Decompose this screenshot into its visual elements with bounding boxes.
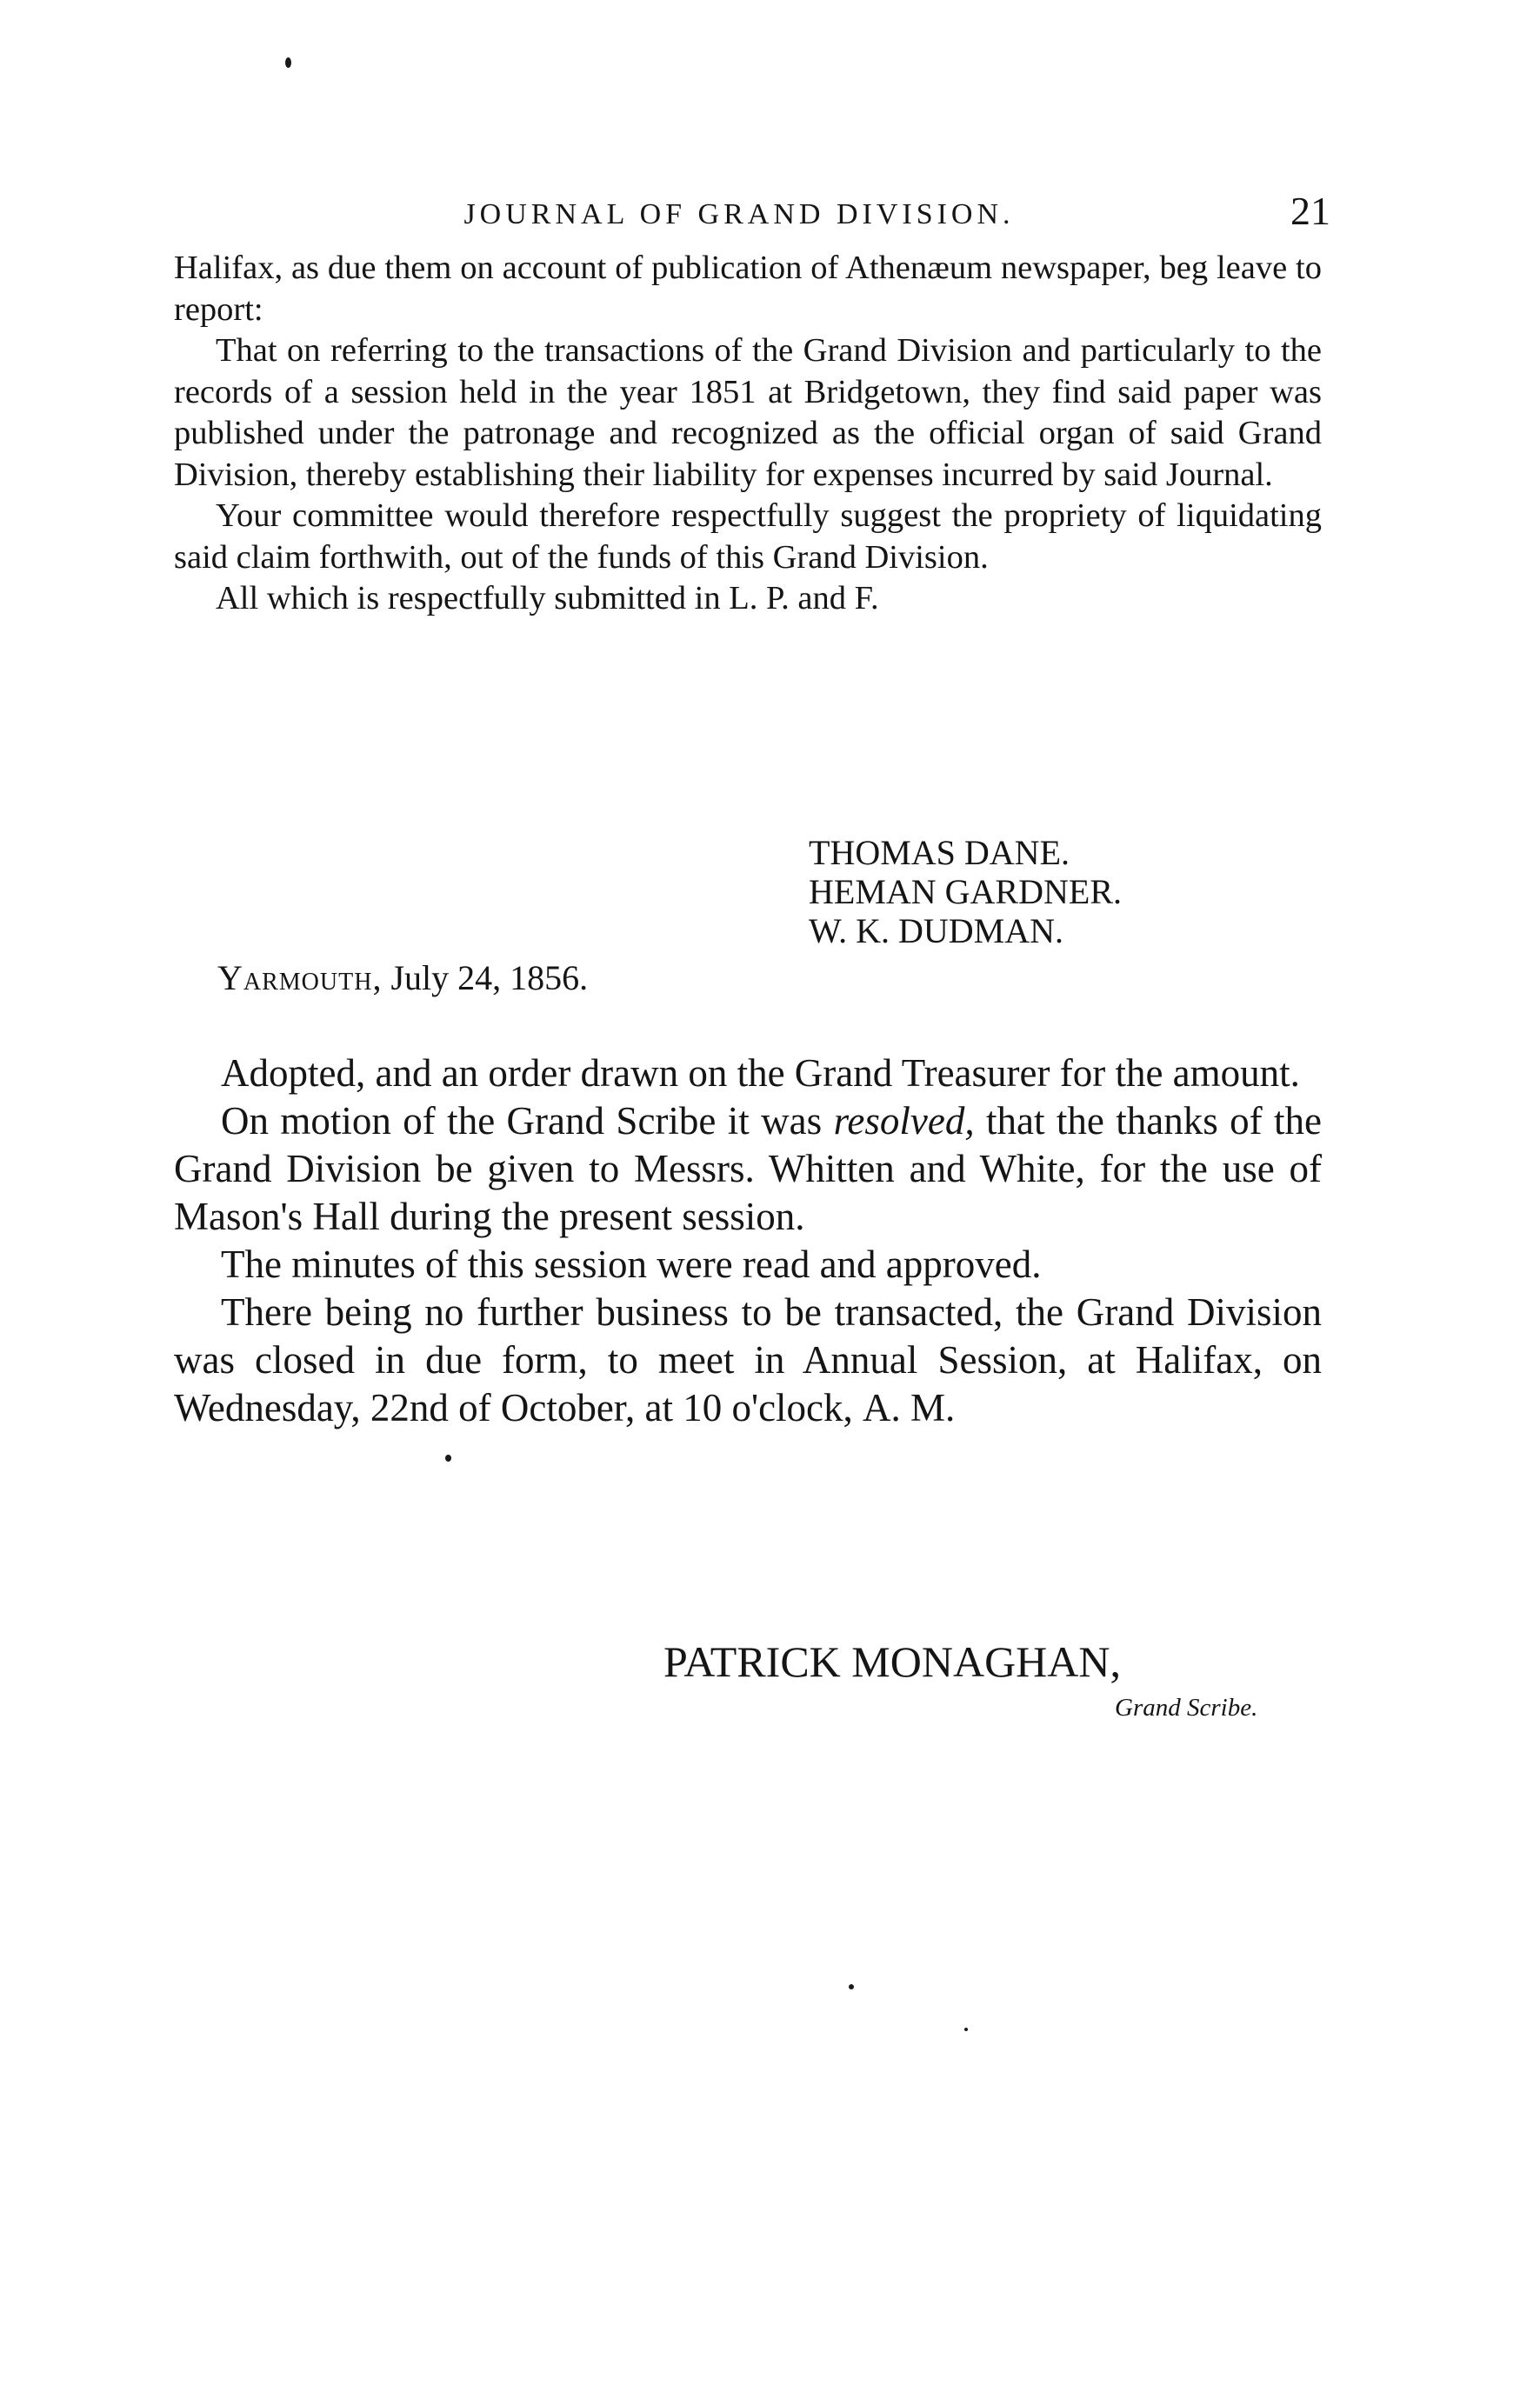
closing-text: There being no further business to be transacted, the Grand Division was closed in due form, to meet in Annual Session, at Halifax, on Wednesday, 22nd of October, at 10 o'clock, <box>174 1290 1322 1429</box>
print-speck <box>964 2028 968 2031</box>
minutes-paragraph: Adopted, and an order drawn on the Grand Treasurer for the amount. <box>221 1051 1300 1095</box>
signatory-name: HEMAN GARDNER. <box>809 872 1122 911</box>
motion-text: On motion of the Grand Scribe it was <box>221 1099 834 1143</box>
report-date: July 24, 1856. <box>390 958 589 997</box>
print-speck <box>445 1455 451 1462</box>
report-place: Yarmouth, <box>217 958 383 997</box>
signatory-name: W. K. DUDMAN. <box>809 911 1063 950</box>
report-paragraph: Halifax, as due them on account of publication of Athenæum newspaper, beg leave to report: <box>174 250 1322 328</box>
minutes-paragraph <box>174 1289 1322 1432</box>
running-title: JOURNAL OF GRAND DIVISION. <box>463 198 1015 230</box>
running-header <box>174 189 1330 237</box>
signatory-name: THOMAS DANE. <box>809 833 1070 872</box>
minutes-paragraph <box>174 1097 1322 1241</box>
print-speck <box>285 57 291 68</box>
committee-signatories <box>809 833 1122 950</box>
motion-text-continued: that the thanks of the Grand Division be given to Messrs. Whitten and White, for the use of Mason's Hall during the present session. <box>174 1099 1323 1238</box>
committee-report <box>174 248 1322 620</box>
signature-title: Grand Scribe. <box>1115 1694 1258 1722</box>
report-paragraph: All which is respectfully submitted in L. P. and F. <box>216 580 879 616</box>
signature-name: PATRICK MONAGHAN, <box>663 1637 1122 1686</box>
report-paragraph: Your committee would therefore respectfully suggest the propriety of liquidating said claim forthwith, out of the funds of this Grand Division. <box>174 497 1322 576</box>
minutes-paragraph: The minutes of this session were read and approved. <box>221 1243 1042 1286</box>
session-minutes <box>174 1049 1322 1432</box>
page-number: 21 <box>1290 189 1330 233</box>
report-dateline <box>217 956 588 1000</box>
motion-emphasis: resolved, <box>833 1099 975 1143</box>
report-paragraph: That on referring to the transactions of the Grand Division and particularly to the records of a session held in the year 1851 at Bridgetown, they find said paper was published under the patronage and recognized as the official organ of said Grand Division, thereby establishing their liability for expenses incurred by said Journal. <box>174 332 1322 493</box>
closing-time: A. M. <box>863 1386 956 1429</box>
print-speck <box>849 1984 854 1989</box>
